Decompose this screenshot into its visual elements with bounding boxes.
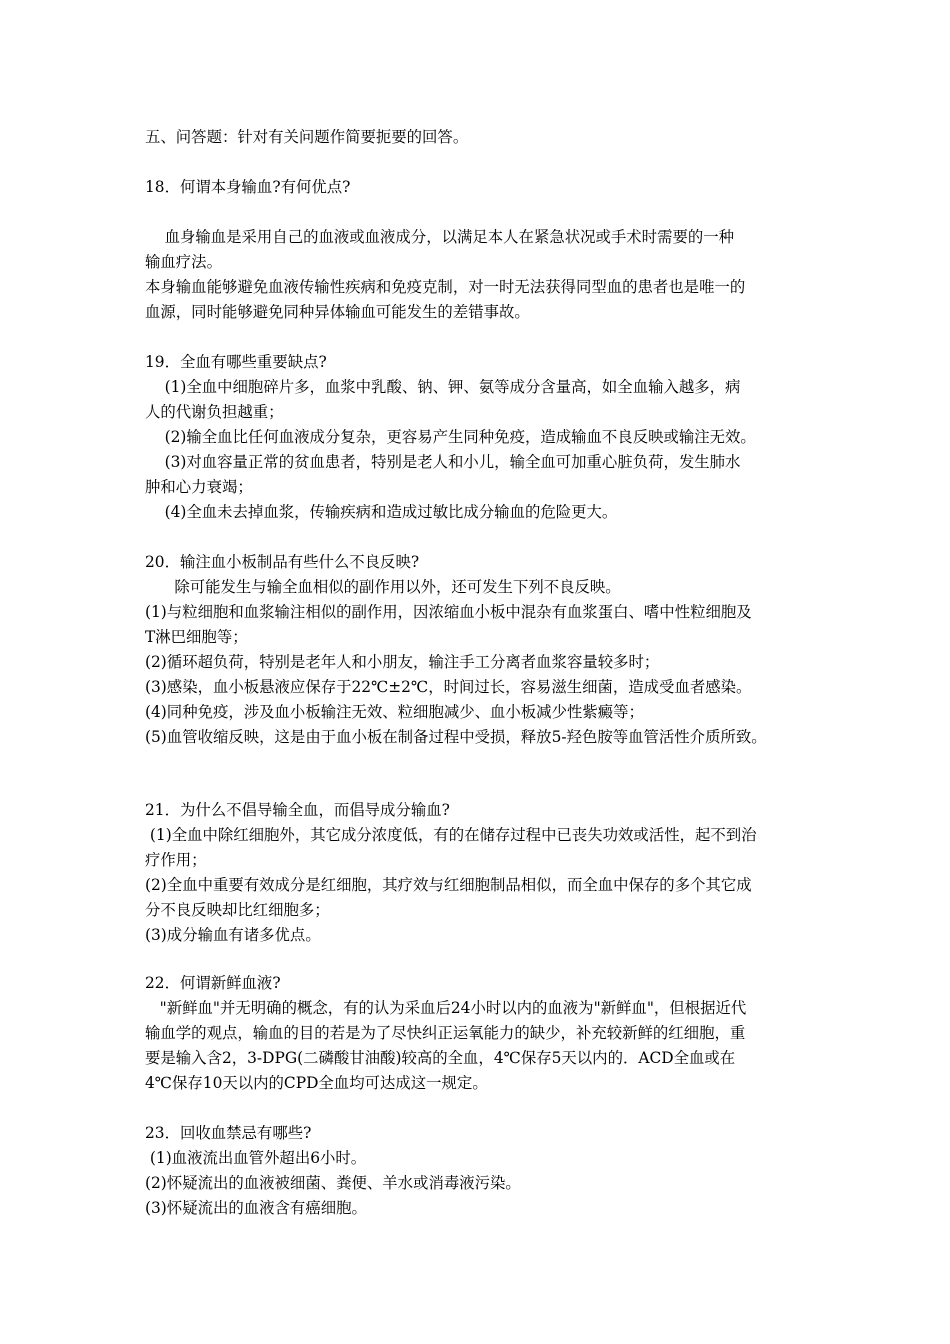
question-20-title: 20．输注血小板制品有些什么不良反映? (145, 553, 420, 571)
answer-21-line: 疗作用； (145, 851, 207, 869)
answer-22-line: 输血学的观点，输血的目的若是为了尽快纠正运氧能力的缺少，补充较新鲜的红细胞，重 (145, 1024, 746, 1042)
answer-19-line: (2)输全血比任何血液成分复杂，更容易产生同种免疫，造成输血不良反映或输注无效。 (145, 428, 756, 446)
answer-20-line: (4)同种免疫，涉及血小板输注无效、粒细胞减少、血小板减少性紫癜等； (145, 703, 644, 721)
answer-20-line: (1)与粒细胞和血浆输注相似的副作用，因浓缩血小板中混杂有血浆蛋白、嗜中性粒细胞及 (145, 603, 752, 621)
answer-21-line: (2)全血中重要有效成分是红细胞，其疗效与红细胞制品相似，而全血中保存的多个其它成 (145, 876, 752, 894)
answer-21-line: 分不良反映却比红细胞多； (145, 901, 330, 919)
answer-22-line: 4℃保存10天以内的CPD全血均可达成这一规定。 (145, 1074, 488, 1092)
answer-23-line: (3)怀疑流出的血液含有癌细胞。 (145, 1199, 367, 1217)
answer-18-line: 血源，同时能够避免同种异体输血可能发生的差错事故。 (145, 303, 530, 321)
answer-23-line: (2)怀疑流出的血液被细菌、粪便、羊水或消毒液污染。 (145, 1174, 521, 1192)
answer-18-line: 输血疗法。 (145, 253, 222, 271)
answer-22-line: 要是输入含2，3-DPG(二磷酸甘油酸)较高的全血，4℃保存5天以内的．ACD全血或在 (145, 1049, 736, 1067)
section-heading: 五、问答题：针对有关问题作简要扼要的回答。 (145, 128, 469, 146)
answer-21-line: (3)成分输血有诸多优点。 (145, 926, 321, 944)
question-23-title: 23．回收血禁忌有哪些? (145, 1124, 312, 1142)
answer-19-line: (4)全血未去掉血浆，传输疾病和造成过敏比成分输血的危险更大。 (145, 503, 618, 521)
answer-22-line: "新鲜血"并无明确的概念，有的认为采血后24小时以内的血液为"新鲜血"，但根据近代 (145, 999, 747, 1017)
answer-21-line: (1)全血中除红细胞外，其它成分浓度低，有的在储存过程中已丧失功效或活性，起不到治 (145, 826, 757, 844)
answer-19-line: (3)对血容量正常的贫血患者，特别是老人和小儿，输全血可加重心脏负荷，发生肺水 (145, 453, 741, 471)
question-19-title: 19．全血有哪些重要缺点? (145, 353, 327, 371)
answer-19-line: (1)全血中细胞碎片多，血浆中乳酸、钠、钾、氨等成分含量高，如全血输入越多，病 (145, 378, 741, 396)
answer-20-line: (3)感染，血小板悬液应保存于22℃±2℃，时间过长，容易滋生细菌，造成受血者感染。 (145, 678, 752, 696)
answer-20-line: 除可能发生与输全血相似的副作用以外，还可发生下列不良反映。 (145, 578, 621, 596)
answer-20-line: T淋巴细胞等； (145, 628, 248, 646)
answer-18-line: 本身输血能够避免血液传输性疾病和免疫克制，对一时无法获得同型血的患者也是唯一的 (145, 278, 746, 296)
answer-20-line: (5)血管收缩反映，这是由于血小板在制备过程中受损，释放5-羟色胺等血管活性介质所致。 (145, 728, 767, 746)
answer-18-line: 血身输血是采用自己的血液或血液成分，以满足本人在紧急状况或手术时需要的一种 (145, 228, 735, 246)
question-22-title: 22．何谓新鲜血液? (145, 974, 281, 992)
answer-19-line: 肿和心力衰竭； (145, 478, 253, 496)
question-21-title: 21．为什么不倡导输全血，而倡导成分输血? (145, 801, 450, 819)
answer-20-line: (2)循环超负荷，特别是老年人和小朋友，输注手工分离者血浆容量较多时； (145, 653, 660, 671)
question-18-title: 18．何谓本身输血?有何优点? (145, 178, 351, 196)
answer-23-line: (1)血液流出血管外超出6小时。 (145, 1149, 367, 1167)
answer-19-line: 人的代谢负担越重； (145, 403, 284, 421)
